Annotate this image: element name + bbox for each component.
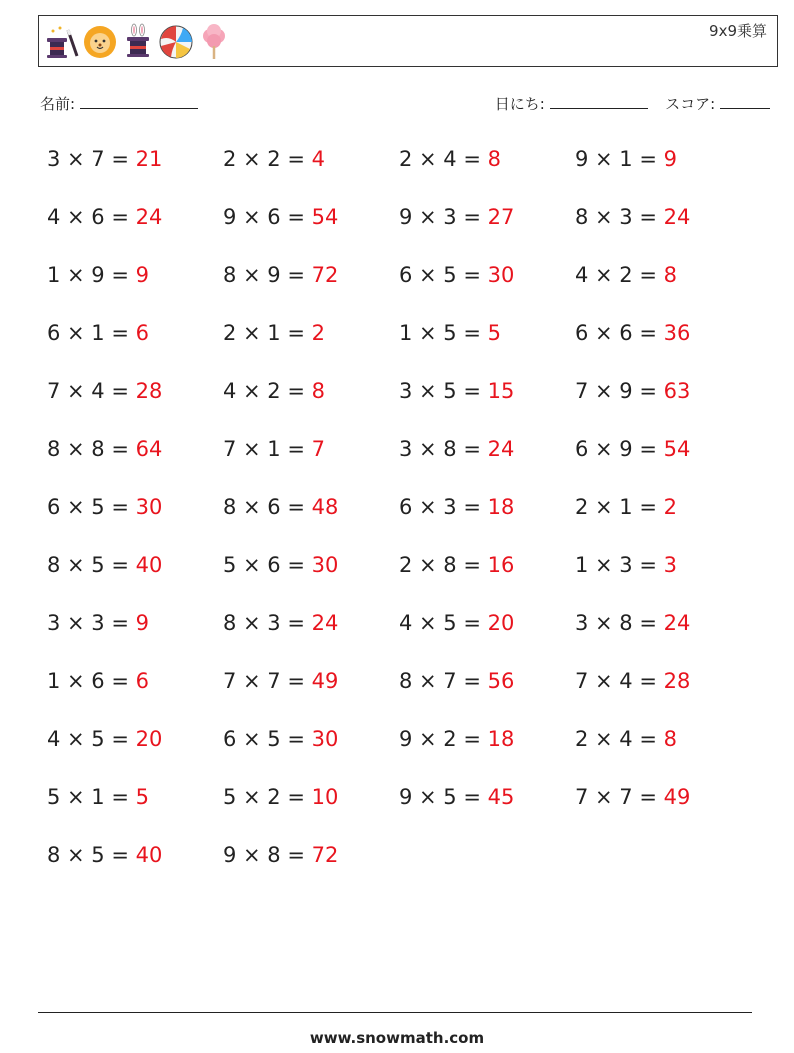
problem-question: 6 × 6 = xyxy=(575,321,664,345)
problem-answer: 20 xyxy=(487,611,515,635)
beach-ball-icon xyxy=(157,22,195,62)
problem-question: 9 × 6 = xyxy=(223,205,312,229)
problem-question: 7 × 4 = xyxy=(47,379,136,403)
problem-question: 6 × 5 = xyxy=(47,495,136,519)
multiplication-problem xyxy=(575,669,690,693)
problem-question: 8 × 7 = xyxy=(399,669,488,693)
problem-answer: 56 xyxy=(487,669,515,693)
problem-answer: 3 xyxy=(663,553,677,577)
problem-question: 1 × 5 = xyxy=(399,321,488,345)
sheet-title: 9x9乗算 xyxy=(709,22,767,40)
lion-icon xyxy=(81,22,119,62)
multiplication-problem xyxy=(47,843,162,867)
problem-question: 9 × 5 = xyxy=(399,785,488,809)
problem-answer: 30 xyxy=(487,263,515,287)
multiplication-problem xyxy=(223,321,325,345)
multiplication-problem xyxy=(575,553,677,577)
multiplication-problem xyxy=(399,727,514,751)
name-field xyxy=(40,93,198,114)
multiplication-problem xyxy=(223,669,338,693)
problem-question: 3 × 5 = xyxy=(399,379,488,403)
multiplication-problem xyxy=(399,785,514,809)
problem-question: 9 × 3 = xyxy=(399,205,488,229)
multiplication-problem xyxy=(223,263,338,287)
multiplication-problem xyxy=(47,321,149,345)
multiplication-problem xyxy=(223,727,338,751)
multiplication-problem xyxy=(223,147,325,171)
score-blank[interactable] xyxy=(720,96,770,109)
problem-question: 6 × 1 = xyxy=(47,321,136,345)
problem-answer: 49 xyxy=(311,669,339,693)
problem-question: 8 × 8 = xyxy=(47,437,136,461)
problem-question: 1 × 3 = xyxy=(575,553,664,577)
problem-answer: 5 xyxy=(135,785,149,809)
problem-answer: 8 xyxy=(663,727,677,751)
name-label: 名前: xyxy=(40,95,76,113)
problem-question: 6 × 5 = xyxy=(223,727,312,751)
problem-question: 6 × 9 = xyxy=(575,437,664,461)
multiplication-problem xyxy=(575,495,677,519)
problem-question: 3 × 8 = xyxy=(399,437,488,461)
problem-answer: 30 xyxy=(311,727,339,751)
multiplication-problem xyxy=(223,843,338,867)
problem-answer: 24 xyxy=(487,437,515,461)
icon-strip xyxy=(43,22,233,62)
multiplication-problem xyxy=(575,437,690,461)
problem-answer: 24 xyxy=(135,205,163,229)
multiplication-problem xyxy=(47,147,162,171)
multiplication-problem xyxy=(399,321,501,345)
multiplication-problem xyxy=(575,205,690,229)
multiplication-problem xyxy=(47,205,162,229)
problem-question: 9 × 2 = xyxy=(399,727,488,751)
multiplication-problem xyxy=(223,379,325,403)
problem-answer: 28 xyxy=(135,379,163,403)
problem-question: 3 × 3 = xyxy=(47,611,136,635)
problem-question: 8 × 5 = xyxy=(47,553,136,577)
problem-answer: 18 xyxy=(487,727,515,751)
rabbit-hat-icon xyxy=(119,22,157,62)
multiplication-problem xyxy=(223,785,338,809)
multiplication-problem xyxy=(47,727,162,751)
multiplication-problem xyxy=(223,553,338,577)
multiplication-problem xyxy=(399,553,514,577)
multiplication-problem xyxy=(399,205,514,229)
date-label: 日にち: xyxy=(494,95,545,113)
problem-answer: 9 xyxy=(135,611,149,635)
problem-answer: 8 xyxy=(311,379,325,403)
problem-answer: 18 xyxy=(487,495,515,519)
problem-answer: 4 xyxy=(311,147,325,171)
problem-answer: 20 xyxy=(135,727,163,751)
footer-rule xyxy=(38,1012,752,1013)
problem-question: 8 × 9 = xyxy=(223,263,312,287)
multiplication-problem xyxy=(399,495,514,519)
problem-question: 2 × 4 = xyxy=(399,147,488,171)
problem-question: 9 × 8 = xyxy=(223,843,312,867)
header-box xyxy=(38,15,778,67)
multiplication-problem xyxy=(399,437,514,461)
problem-question: 8 × 3 = xyxy=(223,611,312,635)
problem-answer: 24 xyxy=(663,611,691,635)
multiplication-problem xyxy=(47,495,162,519)
problem-answer: 10 xyxy=(311,785,339,809)
problem-answer: 54 xyxy=(663,437,691,461)
multiplication-problem xyxy=(223,437,325,461)
problem-question: 6 × 3 = xyxy=(399,495,488,519)
problem-answer: 40 xyxy=(135,843,163,867)
multiplication-problem xyxy=(47,611,149,635)
problem-question: 7 × 7 = xyxy=(223,669,312,693)
multiplication-problem xyxy=(575,727,677,751)
multiplication-problem xyxy=(575,611,690,635)
problem-answer: 30 xyxy=(135,495,163,519)
problem-answer: 21 xyxy=(135,147,163,171)
problem-answer: 9 xyxy=(135,263,149,287)
problem-question: 5 × 2 = xyxy=(223,785,312,809)
problem-question: 7 × 7 = xyxy=(575,785,664,809)
problem-question: 9 × 1 = xyxy=(575,147,664,171)
problem-answer: 2 xyxy=(663,495,677,519)
problem-answer: 16 xyxy=(487,553,515,577)
multiplication-problem xyxy=(223,205,338,229)
problem-answer: 48 xyxy=(311,495,339,519)
multiplication-problem xyxy=(47,379,162,403)
problem-question: 4 × 6 = xyxy=(47,205,136,229)
multiplication-problem xyxy=(399,669,514,693)
cotton-candy-icon xyxy=(195,22,233,62)
multiplication-problem xyxy=(223,611,338,635)
problem-answer: 24 xyxy=(663,205,691,229)
problem-question: 7 × 9 = xyxy=(575,379,664,403)
problem-question: 2 × 8 = xyxy=(399,553,488,577)
magic-hat-wand-icon xyxy=(43,22,81,62)
multiplication-problem xyxy=(47,437,162,461)
problem-question: 7 × 4 = xyxy=(575,669,664,693)
problem-answer: 40 xyxy=(135,553,163,577)
multiplication-problem xyxy=(575,785,690,809)
problem-answer: 8 xyxy=(663,263,677,287)
problem-question: 6 × 5 = xyxy=(399,263,488,287)
problem-answer: 28 xyxy=(663,669,691,693)
problem-question: 4 × 5 = xyxy=(399,611,488,635)
problem-answer: 6 xyxy=(135,321,149,345)
problem-question: 1 × 6 = xyxy=(47,669,136,693)
problem-question: 2 × 1 = xyxy=(575,495,664,519)
multiplication-problem xyxy=(575,147,677,171)
problem-answer: 15 xyxy=(487,379,515,403)
problem-answer: 8 xyxy=(487,147,501,171)
problem-answer: 45 xyxy=(487,785,515,809)
problem-question: 8 × 6 = xyxy=(223,495,312,519)
problem-answer: 27 xyxy=(487,205,515,229)
problem-question: 2 × 1 = xyxy=(223,321,312,345)
problem-answer: 6 xyxy=(135,669,149,693)
problem-answer: 36 xyxy=(663,321,691,345)
problem-question: 3 × 8 = xyxy=(575,611,664,635)
problem-question: 1 × 9 = xyxy=(47,263,136,287)
multiplication-problem xyxy=(575,379,690,403)
footer-url[interactable]: www.snowmath.com xyxy=(309,1029,485,1047)
problem-answer: 5 xyxy=(487,321,501,345)
multiplication-problem xyxy=(399,611,514,635)
multiplication-problem xyxy=(47,669,149,693)
multiplication-problem xyxy=(399,147,501,171)
problem-answer: 63 xyxy=(663,379,691,403)
problem-question: 2 × 4 = xyxy=(575,727,664,751)
problem-question: 3 × 7 = xyxy=(47,147,136,171)
problem-answer: 2 xyxy=(311,321,325,345)
date-blank[interactable] xyxy=(550,96,648,109)
multiplication-problem xyxy=(47,553,162,577)
problem-question: 4 × 5 = xyxy=(47,727,136,751)
problem-answer: 9 xyxy=(663,147,677,171)
name-blank[interactable] xyxy=(80,96,198,109)
problem-answer: 7 xyxy=(311,437,325,461)
problem-question: 4 × 2 = xyxy=(223,379,312,403)
problem-question: 4 × 2 = xyxy=(575,263,664,287)
score-label: スコア: xyxy=(665,95,716,113)
problem-question: 8 × 3 = xyxy=(575,205,664,229)
problem-answer: 72 xyxy=(311,263,339,287)
problem-answer: 64 xyxy=(135,437,163,461)
problem-answer: 24 xyxy=(311,611,339,635)
multiplication-problem xyxy=(47,263,149,287)
multiplication-problem xyxy=(47,785,149,809)
problem-answer: 30 xyxy=(311,553,339,577)
problem-question: 5 × 1 = xyxy=(47,785,136,809)
multiplication-problem xyxy=(575,263,677,287)
multiplication-problem xyxy=(399,379,514,403)
problem-question: 2 × 2 = xyxy=(223,147,312,171)
multiplication-problem xyxy=(399,263,514,287)
problem-answer: 72 xyxy=(311,843,339,867)
problem-answer: 54 xyxy=(311,205,339,229)
problem-question: 8 × 5 = xyxy=(47,843,136,867)
date-score-fields xyxy=(495,93,770,114)
problem-question: 5 × 6 = xyxy=(223,553,312,577)
problem-answer: 49 xyxy=(663,785,691,809)
multiplication-problem xyxy=(575,321,690,345)
multiplication-problem xyxy=(223,495,338,519)
problem-question: 7 × 1 = xyxy=(223,437,312,461)
